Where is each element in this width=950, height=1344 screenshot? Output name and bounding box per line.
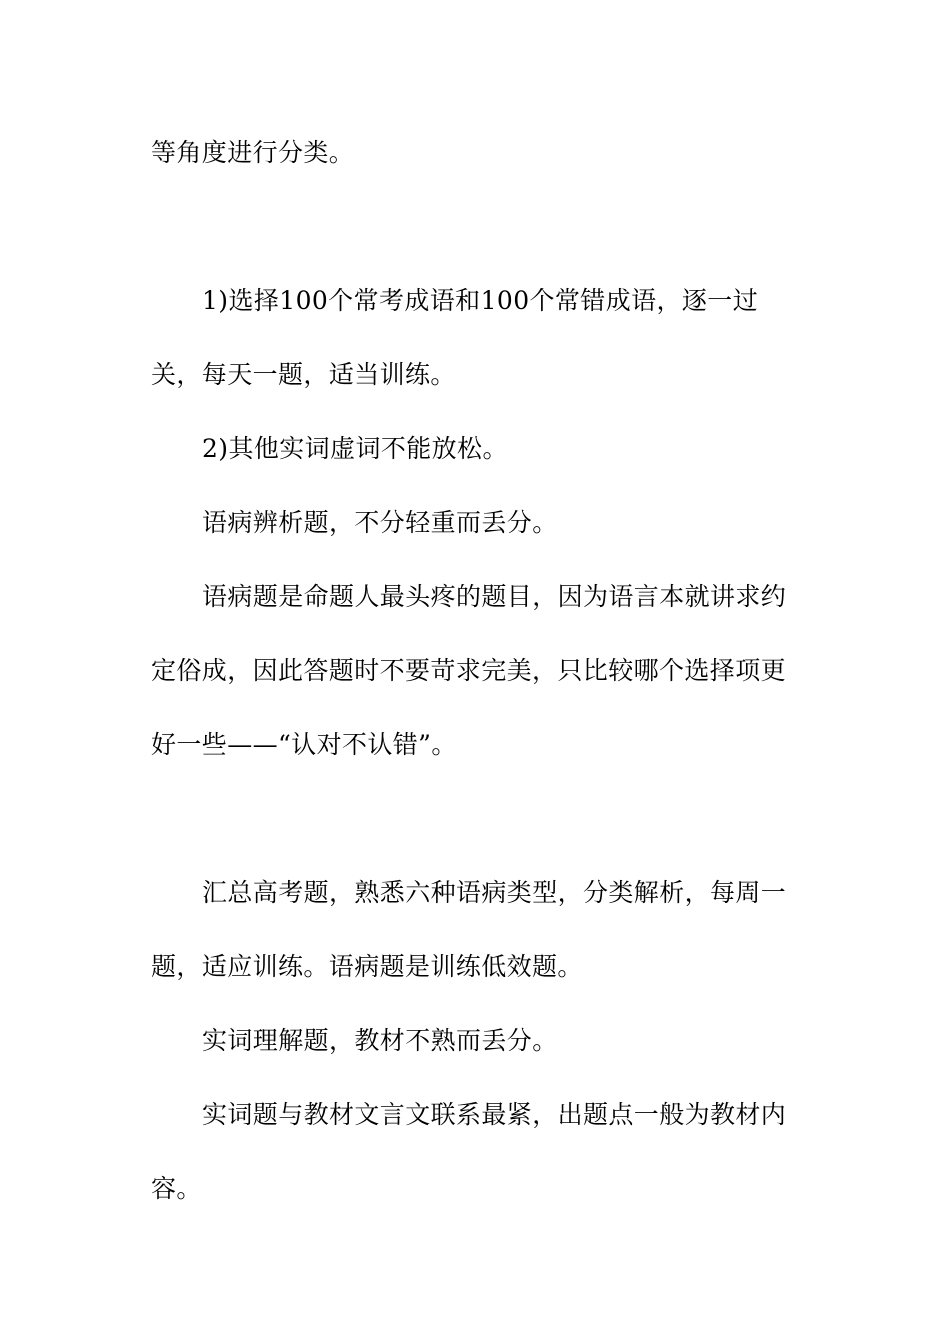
paragraph-7: 实词理解题，教材不熟而丢分。: [202, 1026, 558, 1055]
paragraph-2: 1)选择100个常考成语和100个常错成语，逐一过关，每天一题，适当训练。: [151, 286, 759, 389]
paragraph-1: 等角度进行分类。: [151, 138, 355, 167]
paragraph-5: 语病题是命题人最头疼的题目，因为语言本就讲求约定俗成，因此答题时不要苛求完美，只比较哪个选择项更好一些——“认对不认错”。: [151, 582, 787, 759]
paragraph-6: 汇总高考题，熟悉六种语病类型，分类解析，每周一题，适应训练。语病题是训练低效题。: [151, 878, 787, 981]
paragraph-8: 实词题与教材文言文联系最紧，出题点一般为教材内容。: [151, 1100, 787, 1203]
paragraph-3: 2)其他实词虚词不能放松。: [202, 434, 508, 463]
paragraph-4: 语病辨析题，不分轻重而丢分。: [202, 508, 558, 537]
